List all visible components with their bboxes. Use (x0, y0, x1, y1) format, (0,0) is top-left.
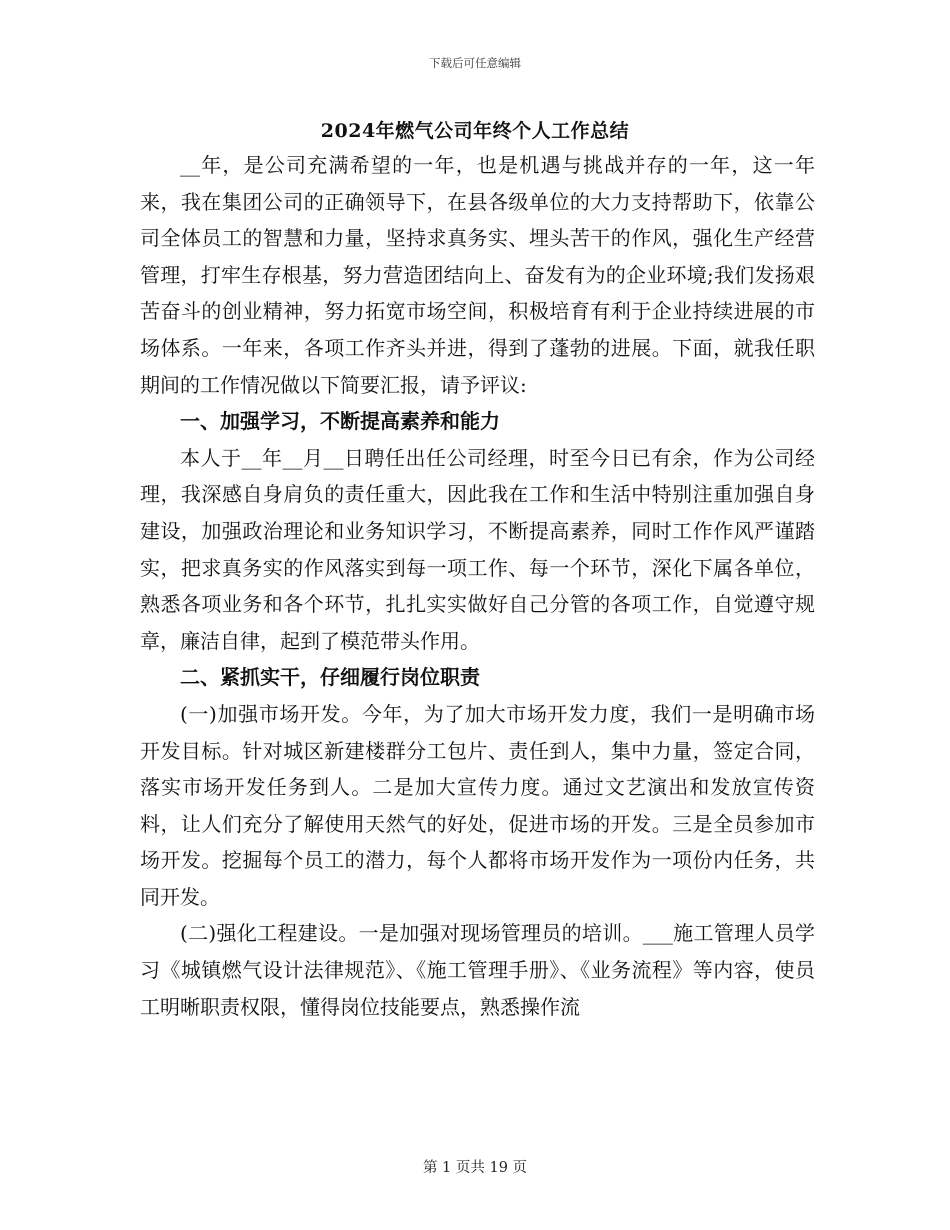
document-body (140, 147, 815, 1025)
section-heading-2: 二、紧抓实干，仔细履行岗位职责 (180, 665, 480, 690)
page-number-footer: 第 1 页共 19 页 (422, 1160, 528, 1176)
section-heading-1: 一、加强学习，不断提高素养和能力 (180, 409, 500, 434)
section-2-paragraph-1: (一)加强市场开发。今年，为了加大市场开发力度，我们一是明确市场开发目标。针对城区新建楼群分工包片、责任到人，集中力量，签定合同，落实市场开发任务到人。二是加大宣传力度。通过文艺演出和发放宣传资料，让人们充分了解使用天然气的好处，促进市场的开发。三是全员参加市场开发。挖掘每个员工的潜力，每个人都将市场开发作为一项份内任务，共同开发。 (140, 701, 815, 909)
header-note: 下载后可任意编辑 (429, 56, 521, 70)
intro-paragraph: __年，是公司充满希望的一年，也是机遇与挑战并存的一年，这一年来，我在集团公司的正确领导下，在县各级单位的大力支持帮助下，依靠公司全体员工的智慧和力量，坚持求真务实、埋头苦干的作风，强化生产经营管理，打牢生存根基，努力营造团结向上、奋发有为的企业环境;我们发扬艰苦奋斗的创业精神，努力拓宽市场空间，积极培育有利于企业持续进展的市场体系。一年来，各项工作齐头并进，得到了蓬勃的进展。下面，就我任职期间的工作情况做以下简要汇报，请予评议: (140, 153, 815, 397)
section-1-paragraph: 本人于__年__月__日聘任出任公司经理，时至今日已有余，作为公司经理，我深感自身肩负的责任重大，因此我在工作和生活中特别注重加强自身建设，加强政治理论和业务知识学习，不断提高素养，同时工作作风严谨踏实，把求真务实的作风落实到每一项工作、每一个环节，深化下属各单位，熟悉各项业务和各个环节，扎扎实实做好自己分管的各项工作，自觉遵守规章，廉洁自律，起到了模范带头作用。 (140, 445, 815, 653)
section-2-paragraph-2: (二)强化工程建设。一是加强对现场管理员的培训。___施工管理人员学习《城镇燃气设计法律规范》、《施工管理手册》、《业务流程》等内容，使员工明晰职责权限，懂得岗位技能要点，熟悉操作流 (140, 921, 815, 1019)
document-title: 2024年燃气公司年终个人工作总结 (320, 120, 630, 142)
